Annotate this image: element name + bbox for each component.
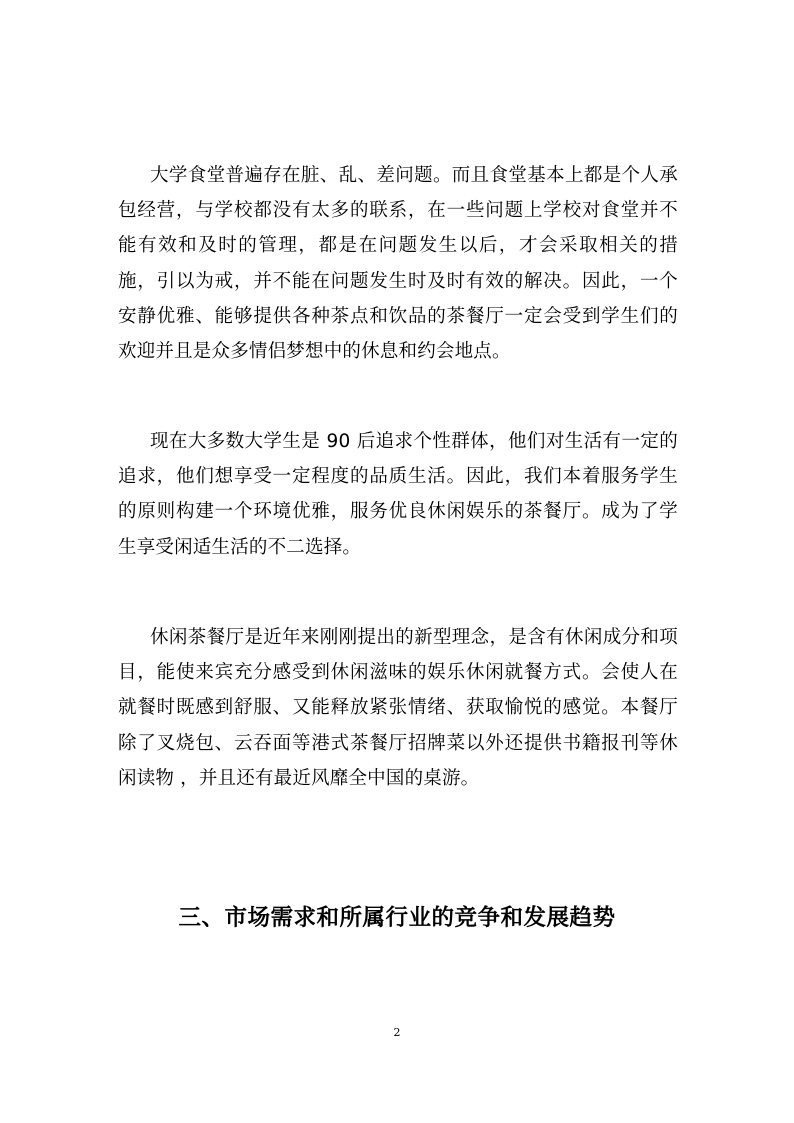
paragraph-student-demand: 现在大多数大学生是 90 后追求个性群体，他们对生活有一定的追求，他们想享受一定程度的品质生活。因此，我们本着服务学生的原则构建一个环境优雅，服务优良休闲娱乐的茶餐厅。成为了学生享受闲适生活的不二选择。 (118, 431, 678, 558)
section-heading: 三、市场需求和所属行业的竞争和发展趋势 (178, 905, 616, 931)
page-number: 2 (393, 1026, 401, 1039)
paragraph-cafeteria-problems: 大学食堂普遍存在脏、乱、差问题。而且食堂基本上都是个人承包经营，与学校都没有太多的联系，在一些问题上学校对食堂并不能有效和及时的管理，都是在问题发生以后，才会采取相关的措施，引以为戒，并不能在问题发生时及时有效的解决。因此，一个安静优雅、能够提供各种茶点和饮品的茶餐厅一定会受到学生们的欢迎并且是众多情侣梦想中的休息和约会地点。 (118, 165, 678, 363)
paragraph-leisure-concept: 休闲茶餐厅是近年来刚刚提出的新型理念，是含有休闲成分和项目，能使来宾充分感受到休闲滋味的娱乐休闲就餐方式。会使人在就餐时既感到舒服、又能释放紧张情绪、获取愉悦的感觉。本餐厅除了叉烧包、云吞面等港式茶餐厅招牌菜以外还提供书籍报刊等休闲读物 ，并且还有最近风靡全中国的桌游。 (118, 627, 678, 789)
